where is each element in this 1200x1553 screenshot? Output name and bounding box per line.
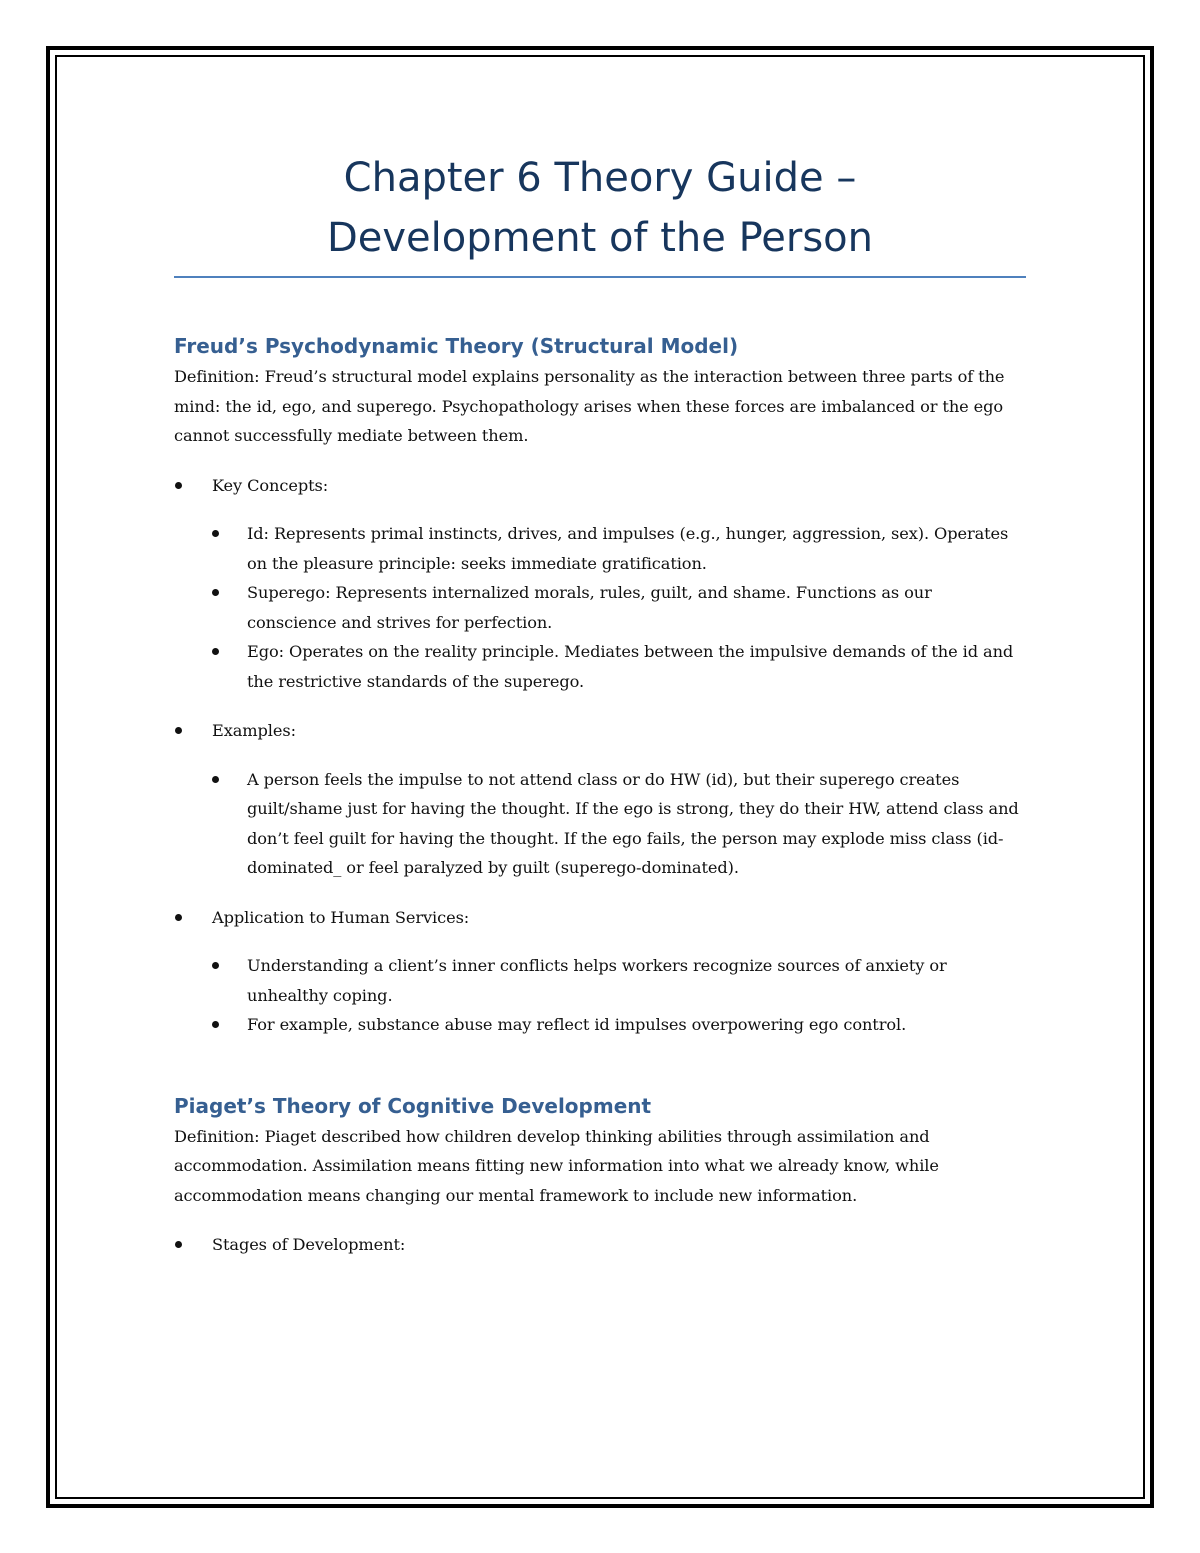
title-underline (174, 276, 1026, 278)
freud-definition: Definition: Freud’s structural model explains personality as the interaction between three parts of the mind: the id, ego, and superego. Psychopathology arises when these forces are imbalanced or the ego cannot successfully mediate between them. (174, 367, 1005, 445)
key-concept-ego: Ego: Operates on the reality principle. Mediates between the impulsive demands of the id and the restrictive standards of the superego. (247, 642, 1014, 691)
list-item (174, 951, 1026, 1010)
piaget-heading: Piaget’s Theory of Cognitive Development (174, 1093, 652, 1118)
bullet-icon (212, 776, 219, 783)
key-concepts-list (174, 519, 1026, 696)
application-item-1: Understanding a client’s inner conflicts helps workers recognize sources of anxiety or unhealthy coping. (247, 956, 947, 1005)
stages-label: Stages of Development: (212, 1235, 406, 1254)
key-concept-superego: Superego: Represents internalized morals, rules, guilt, and shame. Functions as our conscience and strives for perfection. (247, 583, 932, 632)
stages-bullet (174, 1230, 1026, 1260)
key-concepts-bullet (174, 471, 1026, 501)
bullet-icon (175, 1241, 182, 1248)
list-item (174, 637, 1026, 696)
bullet-icon (212, 589, 219, 596)
piaget-definition: Definition: Piaget described how children develop thinking abilities through assimilation and accommodation. Assimilation means fitting new information into what we already know, while accommodation means changing our mental framework to include new information. (174, 1126, 939, 1205)
bullet-icon (212, 530, 219, 537)
list-item (174, 1010, 1026, 1040)
bullet-icon (175, 482, 182, 489)
examples-bullet (174, 716, 1026, 746)
title-line-2: Development of the Person (326, 215, 874, 261)
list-item (174, 765, 1026, 883)
bullet-icon (175, 914, 182, 921)
application-item-2: For example, substance abuse may reflect id impulses overpowering ego control. (247, 1015, 907, 1034)
application-bullet (174, 903, 1026, 933)
bullet-icon (212, 648, 219, 655)
examples-list (174, 765, 1026, 883)
list-item (174, 578, 1026, 637)
bullet-icon (212, 962, 219, 969)
document-body (174, 148, 1026, 1260)
bullet-icon (175, 727, 182, 734)
examples-label: Examples: (212, 721, 296, 740)
application-list (174, 951, 1026, 1040)
freud-heading: Freud’s Psychodynamic Theory (Structural Model) (174, 334, 739, 358)
bullet-icon (212, 1021, 219, 1028)
list-item (174, 519, 1026, 578)
key-concept-id: Id: Represents primal instincts, drives, and impulses (e.g., hunger, aggression, sex). Operates on the pleasure principle: seeks immediate gratification. (247, 524, 1009, 573)
document-title (174, 148, 1026, 268)
application-label: Application to Human Services: (212, 907, 470, 927)
key-concepts-label: Key Concepts: (212, 475, 329, 495)
title-line-1: Chapter 6 Theory Guide – (343, 155, 857, 201)
example-text: A person feels the impulse to not attend class or do HW (id), but their superego creates guilt/shame just for having the thought. If the ego is strong, they do their HW, attend class and don’t feel guilt for having the thought. If the ego fails, the person may explode miss class (id-dominated_ or feel paralyzed by guilt (superego-dominated). (247, 769, 1019, 877)
